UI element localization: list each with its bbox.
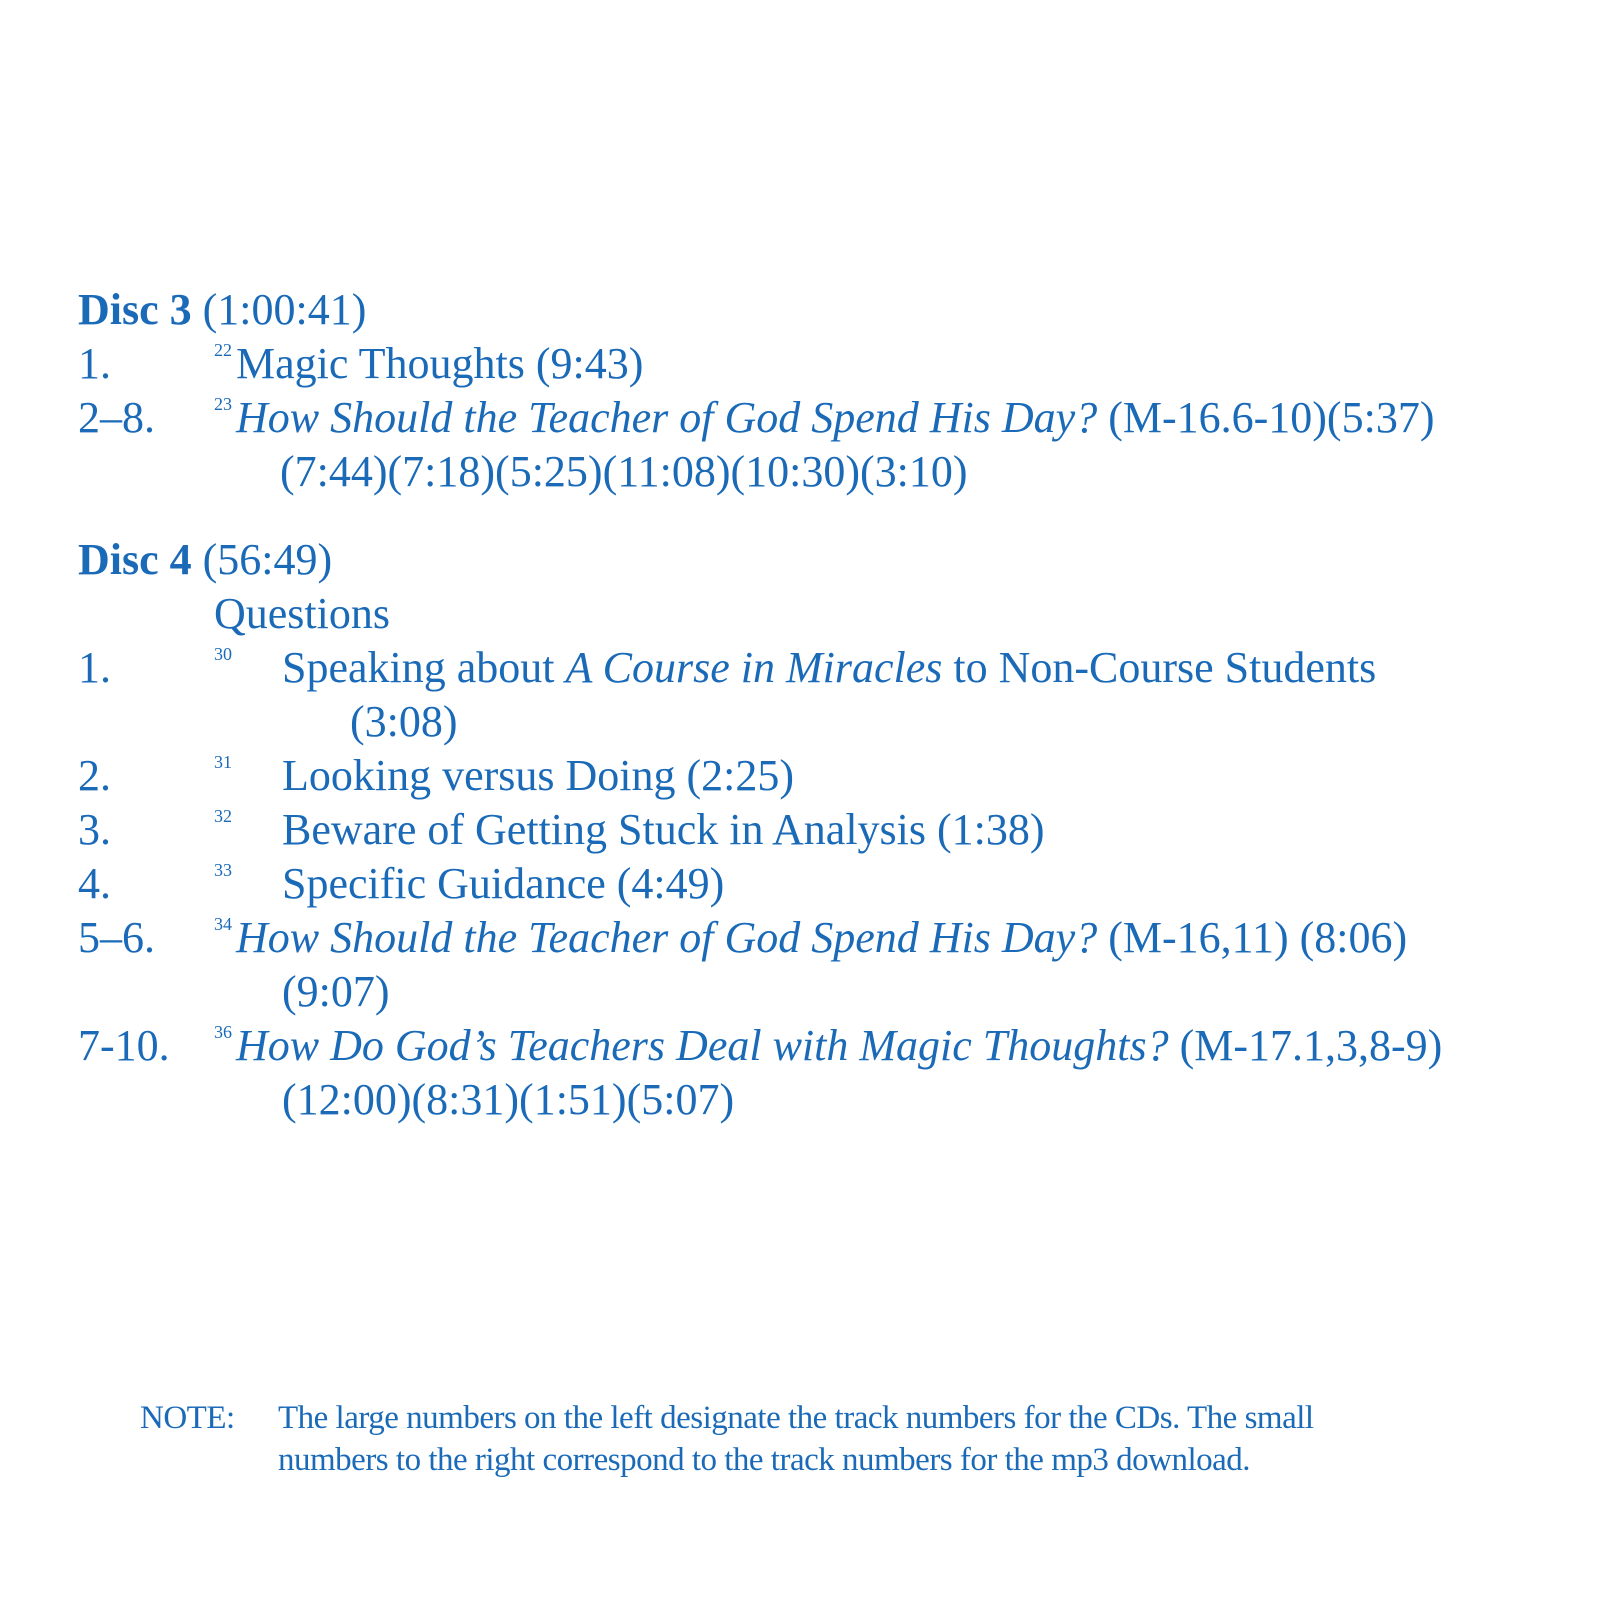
disc-4-track-2-title: Looking versus Doing (2:25): [282, 751, 795, 800]
disc-4-heading: [78, 534, 332, 586]
disc-4-track-4-mp3-number: 33: [214, 860, 232, 880]
disc-4-section-heading: Questions: [214, 589, 390, 638]
disc-4-track-5-title-line: [236, 912, 1407, 964]
disc-3-track-2-continuation: (7:44)(7:18)(5:25)(11:08)(10:30)(3:10): [280, 447, 968, 496]
disc-4-duration: (56:49): [202, 535, 333, 584]
disc-4-track-1-mp3-number: 30: [214, 644, 232, 664]
disc-3-duration: (1:00:41): [202, 285, 367, 334]
disc-3-track-2-ref: (M-16.6-10)(5:37): [1097, 393, 1435, 442]
disc-3-track-2-title: How Should the Teacher of God Spend His Day?: [236, 393, 1098, 442]
disc-4-track-1-book-title: A Course in Miracles: [565, 643, 943, 692]
disc-4-track-2-mp3-number: 31: [214, 752, 232, 772]
disc-4-track-4-title: Specific Guidance (4:49): [282, 859, 725, 908]
disc-3-track-2-mp3-number: 23: [214, 394, 232, 414]
disc-3-track-1-mp3-number: 22: [214, 340, 232, 360]
disc-4-track-3-number: 3.: [78, 805, 111, 854]
disc-4-track-4-number: 4.: [78, 859, 111, 908]
disc-3-track-1-number: 1.: [78, 339, 111, 388]
disc-4-track-5-number: 5–6.: [78, 913, 155, 962]
note-line-1: The large numbers on the left designate the track numbers for the CDs. The small: [278, 1400, 1314, 1436]
disc-4-track-1-title-post: to Non-Course Students: [942, 643, 1377, 692]
disc-4-label: Disc 4: [78, 535, 192, 584]
disc-4-track-1-continuation: (3:08): [350, 697, 458, 746]
disc-4-track-5-title: How Should the Teacher of God Spend His Day?: [236, 913, 1098, 962]
disc-4-track-5-ref: (M-16,11) (8:06): [1097, 913, 1408, 962]
disc-4-track-6-number: 7-10.: [78, 1021, 170, 1070]
disc-4-track-5-mp3-number: 34: [214, 914, 232, 934]
disc-3-label: Disc 3: [78, 285, 192, 334]
disc-3-track-2-title-line: [236, 392, 1434, 444]
disc-4-track-5-continuation: (9:07): [282, 967, 390, 1016]
disc-3-track-2-number: 2–8.: [78, 393, 155, 442]
disc-4-track-3-title: Beware of Getting Stuck in Analysis (1:38): [282, 805, 1045, 854]
disc-4-track-6-continuation: (12:00)(8:31)(1:51)(5:07): [282, 1075, 735, 1124]
note-label: NOTE:: [140, 1400, 235, 1436]
disc-4-track-6-mp3-number: 36: [214, 1022, 232, 1042]
disc-3-heading: [78, 284, 366, 336]
disc-3-track-1-title: Magic Thoughts (9:43): [236, 339, 644, 388]
disc-4-track-6-ref: (M-17.1,3,8-9): [1168, 1021, 1443, 1070]
disc-4-track-6-title: How Do God’s Teachers Deal with Magic Thoughts?: [236, 1021, 1169, 1070]
disc-4-track-3-mp3-number: 32: [214, 806, 232, 826]
note-line-2: numbers to the right correspond to the track numbers for the mp3 download.: [278, 1442, 1251, 1478]
disc-4-track-2-number: 2.: [78, 751, 111, 800]
disc-4-track-6-title-line: [236, 1020, 1442, 1072]
disc-4-track-1-title-line: [282, 642, 1376, 694]
disc-4-track-1-title-pre: Speaking about: [282, 643, 566, 692]
disc-4-track-1-number: 1.: [78, 643, 111, 692]
